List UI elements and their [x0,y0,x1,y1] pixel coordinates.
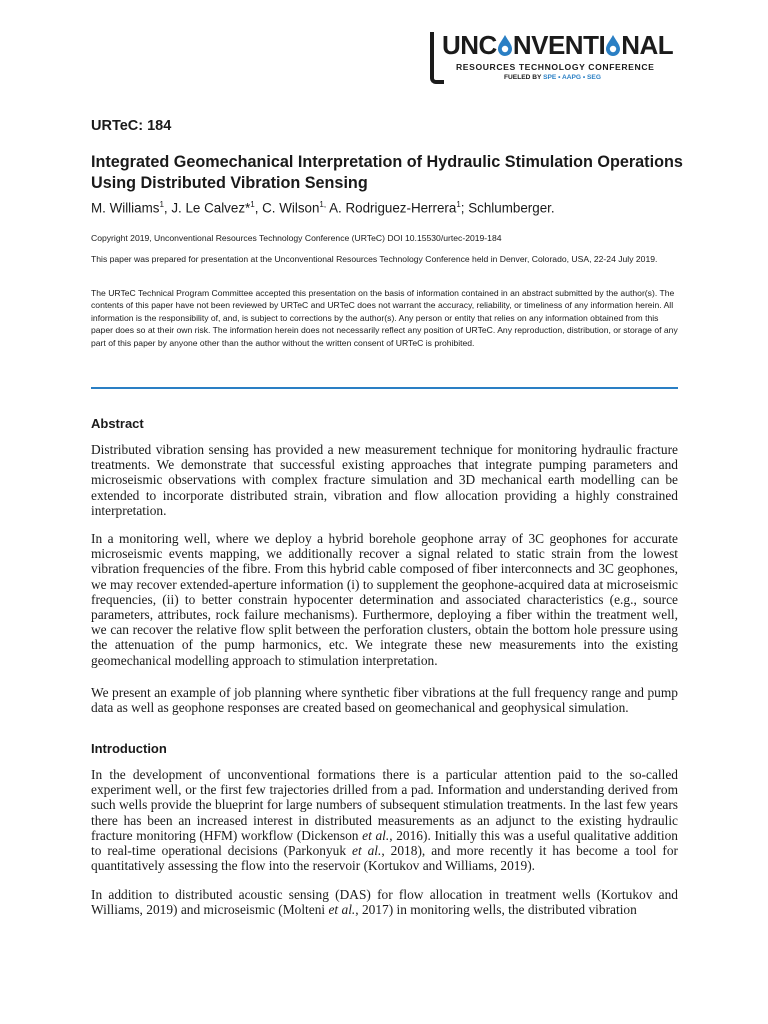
affiliation-mark: 1 [456,200,461,209]
abstract-paragraph: In a monitoring well, where we deploy a hybrid borehole geophone array of 3C geophones for accurate microseismic events mapping, we additionally recover a signal related to static strain from the lowest vibration frequencies of the fibre. From this hybrid cable composed of fiber interconnects and 3C geophones, we may recover extended-aperture information (i) to supplement the geophone-acquired data at microseismic frequencies, (ii) to better constrain hypocenter determination and associated characteristics (e.g., source parameters, attributes, rock failure mechanisms). Furthermore, deploying a fiber within the treatment well, we can recover the relative flow split between the perforation clusters, obtain the bottom hole pressure using the attenuation of the pump harmonics, etc. We integrate these new measurements into the existing geomechanical modelling approach to stimulation interpretation. [91,531,678,668]
citation-etal: et al. [362,827,390,843]
introduction-heading: Introduction [91,741,167,756]
body-text: In addition to distributed acoustic sensing (DAS) for flow allocation in treatment wells (Kortukov and Williams, 2019) and microseismic (Molteni [91,887,678,918]
citation-etal: et al. [352,843,382,859]
author-name: M. Williams [91,200,160,216]
oil-drop-icon [605,34,621,56]
logo-word-middle: NVENTI [512,30,606,60]
body-text: , 2017) in monitoring wells, the distributed vibration [355,902,637,918]
logo-word-start: UNC [442,30,497,60]
abstract-paragraph: Distributed vibration sensing has provided a new measurement technique for monitoring hydraulic fracture treatments. We demonstrate that successful existing approaches that integrate pumping parameters and microseismic observations with complex fracture simulation and 3D mechanical earth modelling can be extended to incorporate distributed strain, vibration and flow allocation providing a highly constrained interpretation. [91,442,678,518]
logo-subtitle: RESOURCES TECHNOLOGY CONFERENCE [456,62,655,72]
oil-drop-icon [497,34,513,56]
introduction-paragraph [91,887,678,917]
introduction-paragraph [91,767,678,873]
author-name: , J. Le Calvez* [163,200,251,216]
sponsor-list: SPE • AAPG • SEG [543,74,601,81]
affiliation-mark: 1, [319,200,327,209]
affiliation-mark: 1 [250,200,255,209]
affiliation-name: ; Schlumberger. [460,200,555,216]
author-name: , C. Wilson [254,200,320,216]
logo-wordmark [442,30,673,60]
logo-word-end: NAL [621,30,674,60]
author-list [91,200,555,215]
body-text: In the development of unconventional formations there is a particular attention paid to the so-called experiment well, or the first few trajectories drilled from a pad. Information and understanding derived from such wells provide the blueprint for large numbers of subsequent stimulation treatments. In the last few years there has been an increased interest in distributed measurements as an adjunct to the existing hydraulic fracture monitoring (HFM) workflow (Dickenson [91,767,678,843]
section-divider [91,387,678,389]
body-text: , 2018), and more recently it has become a tool for quantitatively assessing the flow into the reservoir (Kortukov and Williams, 2019). [91,843,678,874]
author-name: A. Rodriguez-Herrera [326,200,457,216]
paper-id: URTeC: 184 [91,118,172,134]
body-text: , 2016). Initially this was a useful qualitative addition to real-time operational decisions (Parkonyuk [91,827,678,859]
fueled-by-label: FUELED BY [504,74,542,81]
presentation-notice: This paper was prepared for presentation at the Unconventional Resources Technology Conference held in Denver, Colorado, USA, 22-24 July 2019. [91,254,658,264]
conference-logo [428,28,673,88]
citation-etal: et al. [328,902,356,918]
abstract-heading: Abstract [91,416,144,431]
copyright-notice: Copyright 2019, Unconventional Resources Technology Conference (URTeC) DOI 10.15530/urtec-2019-184 [91,233,502,243]
logo-fueled-by [504,74,601,81]
abstract-paragraph: We present an example of job planning where synthetic fiber vibrations at the full frequency range and pump data as well as geophone responses are created based on geomechanical and geophysical simulation. [91,685,678,716]
paper-title: Integrated Geomechanical Interpretation of Hydraulic Stimulation Operations Using Distributed Vibration Sensing [91,153,683,192]
committee-disclaimer: The URTeC Technical Program Committee accepted this presentation on the basis of information contained in an abstract submitted by the author(s). The contents of this paper have not been reviewed by URTeC and URTeC does not warrant the accuracy, reliability, or timeliness of any information herein. All information is the responsibility of, and, is subject to corrections by the author(s). Any person or entity that relies on any information obtained from this paper does so at their own risk. The information herein does not necessarily reflect any position of URTeC. Any reproduction, distribution, or storage of any part of this paper by anyone other than the author without the written consent of URTeC is prohibited. [91,288,678,348]
affiliation-mark: 1 [159,200,164,209]
